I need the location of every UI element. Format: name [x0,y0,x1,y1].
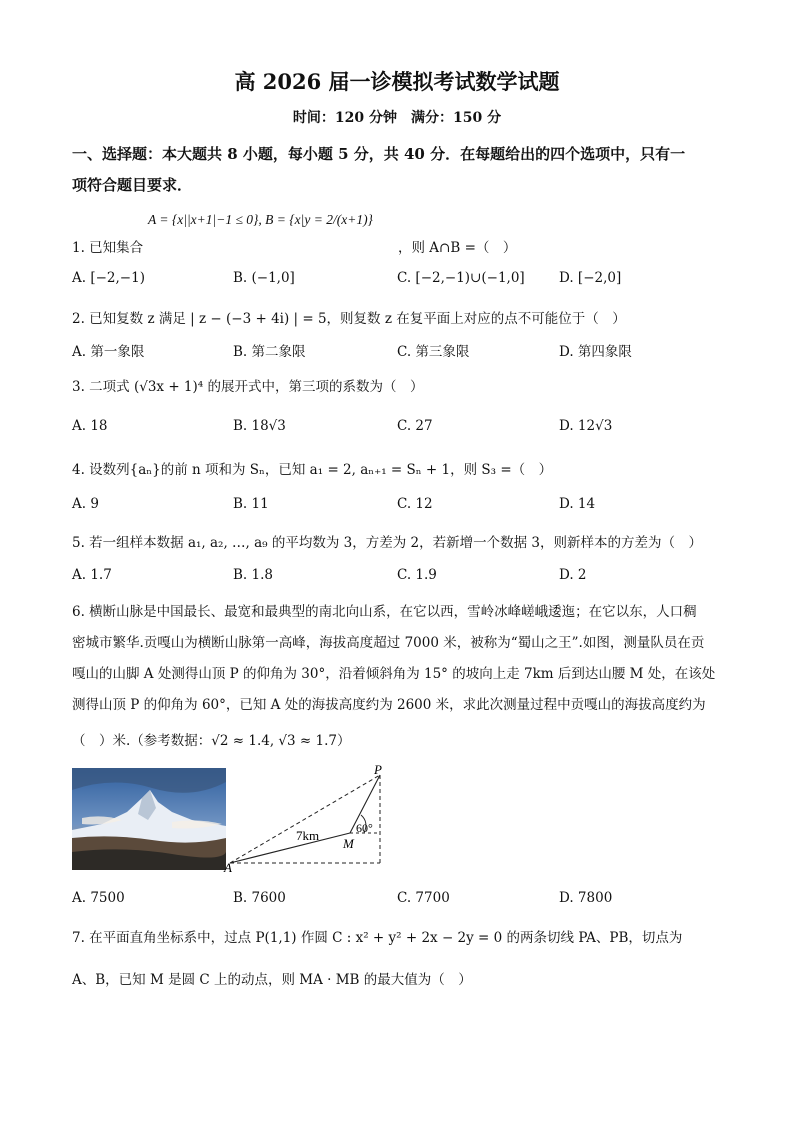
q6-option-b: B. 7600 [233,890,286,906]
mountain-photo [72,768,226,870]
label-p: P [374,762,382,777]
q6-line-4: 测得山顶 P 的仰角为 60°，已知 A 处的海拔高度约为 2600 米，求此次测量过程中贡嘎山的海拔高度约为 [72,697,706,713]
q4-option-a: A. 9 [72,496,99,512]
q2-text: 2. 已知复数 z 满足 | z − (−3 + 4i) | = 5，则复数 z 在复平面上对应的点不可能位于（ ） [72,311,626,327]
q5-text: 5. 若一组样本数据 a₁, a₂, …, a₉ 的平均数为 3，方差为 2，若新增一个数据 3，则新样本的方差为（ ） [72,535,703,551]
q2-option-d: D. 第四象限 [559,344,632,360]
q1-option-c: C. [−2,−1)∪(−1,0] [397,270,525,286]
q7-line-1: 7. 在平面直角坐标系中，过点 P(1,1) 作圆 C : x² + y² + 2x − 2y = 0 的两条切线 PA、PB，切点为 [72,930,683,946]
label-distance: 7km [296,828,320,843]
q7-line-2: A、B，已知 M 是圆 C 上的动点，则 MA · MB 的最大值为（ ） [72,972,472,988]
q2-option-c: C. 第三象限 [397,344,470,360]
q1-suffix: ，则 A∩B =（ ） [398,240,517,256]
q6-line-2: 密城市繁华.贡嘎山为横断山脉第一高峰，海拔高度超过 7000 米，被称为“蜀山之王”.如图，测量队员在贡 [72,635,705,651]
geometry-figure [222,760,392,875]
q5-option-a: A. 1.7 [72,567,112,583]
q6-line-3: 嘎山的山脚 A 处测得山顶 P 的仰角为 30°，沿着倾斜角为 15° 的坡向上走 7km 后到达山腰 M 处，在该处 [72,666,716,682]
q6-line-5: （ ）米.（参考数据：√2 ≈ 1.4, √3 ≈ 1.7） [72,733,351,749]
q1-sets: A = {x||x+1|−1 ≤ 0}, B = {x|y = 2/(x+1)} [148,212,373,227]
q3-option-a: A. 18 [72,418,108,434]
q5-option-c: C. 1.9 [397,567,437,583]
q3-option-d: D. 12√3 [559,418,613,434]
section-heading-cont: 项符合题目要求． [72,176,193,194]
q1-option-b: B. (−1,0] [233,270,295,286]
q6-option-d: D. 7800 [559,890,613,906]
q1-prefix: 1. 已知集合 [72,240,144,256]
section-heading: 一、选择题：本大题共 8 小题，每小题 5 分，共 40 分．在每题给出的四个选项中，只有一 [72,145,686,163]
label-m: M [343,836,354,851]
q4-option-b: B. 11 [233,496,269,512]
label-a: A [224,860,232,875]
q1-option-a: A. [−2,−1) [72,270,145,286]
page-title: 高 2026 届一诊模拟考试数学试题 [234,69,560,94]
q4-option-d: D. 14 [559,496,596,512]
q1-option-d: D. [−2,0] [559,270,622,286]
q4-option-c: C. 12 [397,496,433,512]
q3-option-c: C. 27 [397,418,433,434]
q6-line-1: 6. 横断山脉是中国最长、最宽和最典型的南北向山系，在它以西，雪岭冰峰嵯峨逶迤；在它以东，人口稠 [72,604,697,620]
q5-option-d: D. 2 [559,567,587,583]
q2-option-b: B. 第二象限 [233,344,306,360]
q6-option-a: A. 7500 [72,890,125,906]
q3-option-b: B. 18√3 [233,418,286,434]
q6-option-c: C. 7700 [397,890,450,906]
q4-text: 4. 设数列{aₙ}的前 n 项和为 Sₙ，已知 a₁ = 2, aₙ₊₁ = Sₙ + 1，则 S₃ =（ ） [72,462,553,478]
q2-option-a: A. 第一象限 [72,344,145,360]
label-angle: 60° [356,821,373,835]
q3-text: 3. 二项式 (√3x + 1)⁴ 的展开式中，第三项的系数为（ ） [72,379,424,395]
q5-option-b: B. 1.8 [233,567,273,583]
exam-info: 时间：120 分钟 满分：150 分 [292,110,502,126]
